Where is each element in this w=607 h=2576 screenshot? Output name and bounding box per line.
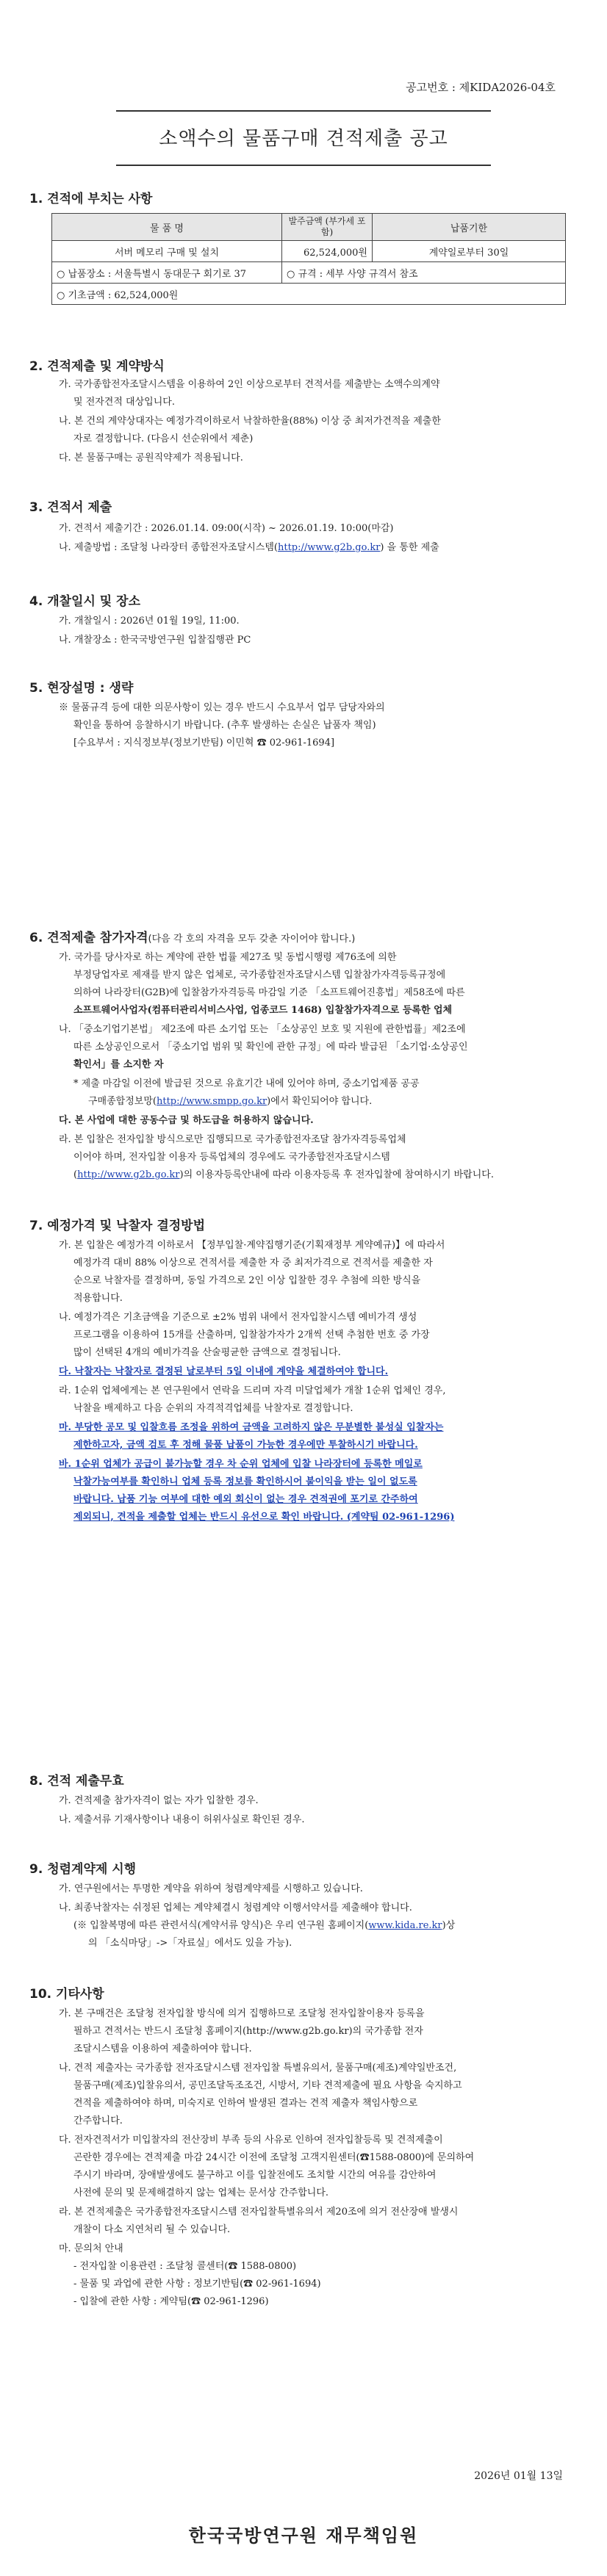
sec7-c-text: 다. 낙찰자는 낙찰자로 결정된 날로부터 5일 이내에 계약을 체결하여야 합니다. (59, 1366, 389, 1377)
notice-date: 2026년 01월 13일 (474, 2470, 563, 2482)
sec7-a4: 적용합니다. (73, 1293, 123, 1304)
section-2-heading: 2. 견적제출 및 계약방식 (29, 359, 165, 374)
sec7-a3: 순으로 낙찰자를 결정하며, 동일 가격으로 2인 이상 입찰한 경우 추첨에 의한 방식을 (73, 1275, 421, 1286)
sec6-a3: 의하여 나라장터(G2B)에 입찰참가자격등록 마감일 기준 「소프트웨어진흥법」제58조에 따른 (73, 987, 465, 998)
section-3-heading: 3. 견적서 제출 (29, 500, 112, 515)
spec-note: ○ 규격 : 세부 사양 규격서 참조 (282, 262, 566, 284)
sec10-b3: 견적을 제출하여야 하며, 미숙지로 인하여 발생된 결과는 견적 제출자 책임사항으로 (73, 2098, 418, 2109)
sec10-b2: 물품구매(제조)입찰유의서, 공민조달독조조건, 시방서, 기타 견적제출에 필요 사항을 숙지하고 (73, 2080, 462, 2091)
sec7-b: 나. 예정가격은 기초금액을 기준으로 ±2% 범위 내에서 전자입찰시스템 예비가격 생성 (59, 1312, 417, 1323)
sec6-b5-pre: 구매종합정보망( (88, 1096, 157, 1107)
sec7-f-text: 바. 1순위 업체가 공급이 불가능할 경우 차 순위 업체에 입찰 나라장터에 등록한 메일로 (59, 1459, 423, 1470)
kida-link[interactable]: www.kida.re.kr (368, 1920, 442, 1931)
sec8-a: 가. 견적제출 참가자격이 없는 자가 입찰한 경우. (59, 1795, 259, 1806)
row-item: 서버 메모리 구매 및 설치 (52, 241, 282, 262)
sec6-d2: 이어야 하며, 전자입찰 이용자 등록업체의 경우에도 국가종합전자조달시스템 (73, 1152, 390, 1163)
sec7-e2 (73, 1437, 581, 1454)
col-deadline-header: 납품기한 (373, 214, 566, 241)
sec10-b: 나. 견적 제출자는 국가종합 전자조달시스템 전자입찰 특별유의서, 물품구매(제조)계약일반조건, (59, 2063, 457, 2074)
sec6-b: 나. 「중소기업기본법」 제2조에 따른 소기업 또는 「소상공인 보호 및 지원에 관한법률」제2조에 (59, 1024, 466, 1035)
row-budget: 62,524,000원 (282, 241, 373, 262)
sec6-a4: 소프트웨어사업자(컴퓨터관리서비스사업, 업종코드 1468) 입찰참가자격으로 등록한 업체 (73, 1005, 453, 1016)
sec9-b: 나. 최종낙찰자는 쉬정된 업체는 계약체결시 청렴계약 이행서약서를 제출해야 합니다. (59, 1902, 412, 1913)
sec2-b: 나. 본 건의 계약상대자는 예정가격이하로서 낙찰하한율(88%) 이상 중 최저가견적을 제출한 (59, 416, 441, 427)
sec6-b5-post: )에서 확인되어야 합니다. (267, 1096, 373, 1107)
sec10-a2: 필하고 견적서는 반드시 조달청 홈페이지(http://www.g2b.go.kr)의 국가종합 전자 (73, 2026, 423, 2037)
col-budget-header: 발주금액 (부가세 포함) (282, 214, 373, 241)
issuing-organization: 한국국방연구원 재무책임원 (188, 2525, 419, 2546)
sec7-f2-text: 낙찰가능여부를 확인하니 업체 등록 정보를 확인하시어 불이익을 받는 일이 없도록 (73, 1476, 417, 1487)
sec9-b2-post: )상 (442, 1920, 456, 1931)
item-table (51, 213, 566, 305)
sec9-b2-pre: (※ 입찰복명에 따른 관련서식(계약서류 양식)은 우리 연구원 홈페이지( (73, 1920, 369, 1931)
sec7-a: 가. 본 입찰은 예정가격 이하로서 【정부입찰·계약집행기준(기획재정부 계약예규)】에 따라서 (59, 1240, 445, 1251)
sec4-a: 가. 개찰일시 : 2026년 01월 19일, 11:00. (59, 616, 240, 627)
sec6-b2: 따른 소상공인으로서 「중소기업 범위 및 확인에 관한 규정」에 따라 발급된 「소기업·소상공인 (73, 1042, 468, 1053)
sec10-c2: 곤란한 경우에는 견적제출 마감 24시간 이전에 조달청 고객지원센터(☎1588-0800)에 문의하여 (73, 2152, 475, 2163)
sec7-d2: 낙찰을 배제하고 다음 순위의 자격적격업체를 낙찰자로 결정합니다. (73, 1403, 353, 1414)
sec2-a2: 및 전자견적 대상입니다. (73, 397, 175, 408)
sec7-a2: 예정가격 대비 88% 이상으로 견적서를 제출한 자 중 최저가격으로 견적서를 제출한 자 (73, 1258, 433, 1269)
sec3-b-post: ) 을 통한 제출 (380, 542, 439, 553)
section-6-heading (29, 927, 355, 945)
sec5-a3: [수요부서 : 지식정보부(정보기반팀) 이민혁 ☎ 02-961-1694] (73, 737, 335, 748)
g2b-link-2[interactable]: http://www.g2b.go.kr (77, 1169, 180, 1180)
sec10-b4: 간주합니다. (73, 2115, 123, 2126)
sec4-b: 나. 개찰장소 : 한국국방연구원 입찰집행관 PC (59, 635, 251, 646)
sec10-e3: - 입찰에 관한 사항 : 계약팀(☎ 02-961-1296) (73, 2296, 269, 2307)
sec6-c: 다. 본 사업에 대한 공동수급 및 하도급을 허용하지 않습니다. (59, 1115, 314, 1126)
sec2-b2: 자로 결정합니다. (다음시 선순위에서 제춘) (73, 433, 254, 444)
sec10-a: 가. 본 구매건은 조달청 전자입찰 방식에 의거 집행하므로 조달청 전자입찰이용자 등록을 (59, 2008, 425, 2019)
sec6-a2: 부정당업자로 제재를 받지 않은 업체로, 국가종합전자조달시스템 입찰참가자격등록규정에 (73, 970, 446, 981)
sec10-e2: - 물품 및 과업에 관한 사항 : 정보기반팀(☎ 02-961-1694) (73, 2279, 321, 2290)
sec3-a: 가. 견적서 제출기간 : 2026.01.14. 09:00(시작) ~ 2026.01.19. 10:00(마감) (59, 523, 394, 534)
sec7-e-text: 마. 부당한 공모 및 입찰흐름 조정을 위하여 금액을 고려하지 않은 무분별한 불성실 입찰자는 (59, 1422, 444, 1433)
sec6-d3 (73, 1166, 581, 1184)
sec2-a: 가. 국가종합전자조달시스템을 이용하여 2인 이상으로부터 견적서를 제출받는 소액수의계약 (59, 379, 440, 390)
sec8-b: 나. 제출서류 기재사항이나 내용이 허위사실로 확인된 경우. (59, 1814, 305, 1825)
sec6-d: 라. 본 입찰은 전자입찰 방식으로만 집행되므로 국가종합전자조달 참가자격등록업체 (59, 1134, 406, 1145)
sec7-d: 라. 1순위 업체에게는 본 연구원에서 연락을 드리며 자격 미달업체가 개찰 1순위 업체인 경우, (59, 1385, 446, 1396)
section-5-heading: 5. 현장설명 : 생략 (29, 681, 134, 696)
sec7-f3 (73, 1491, 581, 1509)
sec10-e1: - 전자입찰 이용관련 : 조달청 콜센터(☎ 1588-0800) (73, 2261, 297, 2272)
sec6-d3-post: )의 이용자등록안내에 따라 이용자등록 후 전자입찰에 참여하시기 바랍니다. (179, 1169, 494, 1180)
notice-number: 공고번호 : 제KIDA2026-04호 (406, 81, 556, 94)
sec9-b2 (73, 1917, 581, 1935)
delivery-place: ○ 납품장소 : 서울특별시 동대문구 회기로 37 (52, 262, 282, 284)
sec7-f2 (73, 1473, 581, 1491)
section-10-heading: 10. 기타사항 (29, 1987, 104, 2002)
sec6-b5 (88, 1093, 595, 1111)
sec2-c: 다. 본 물품구매는 공원직약제가 적용됩니다. (59, 452, 243, 463)
section-7-heading: 7. 예정가격 및 낙찰자 결정방법 (29, 1219, 206, 1233)
sec7-f4-text: 제외되니, 견적을 제출할 업체는 반드시 유선으로 확인 바랍니다. (계약팀 02-961-1296) (73, 1512, 455, 1523)
sec9-b3: 의 「소식마당」->「자료실」에서도 있을 가능). (88, 1938, 292, 1949)
sec7-f3-text: 바랍니다. 납품 기능 여부에 대한 예외 회신이 없는 경우 견적권에 포기로 간주하여 (73, 1494, 418, 1505)
sec6-heading-note: (다음 각 호의 자격을 모두 갖춘 자이어야 합니다.) (148, 934, 356, 945)
sec10-a3: 조달시스템을 이용하여 제출하여야 합니다. (73, 2043, 252, 2054)
sec7-f (59, 1456, 566, 1473)
sec3-b (59, 539, 566, 557)
sec5-a: ※ 물품규격 등에 대한 의문사항이 있는 경우 반드시 수요부서 업무 담당자와의 (59, 702, 385, 713)
section-8-heading: 8. 견적 제출무효 (29, 1774, 124, 1789)
g2b-link[interactable]: http://www.g2b.go.kr (277, 542, 381, 553)
section-4-heading: 4. 개찰일시 및 장소 (29, 594, 140, 609)
sec6-heading-text: 6. 견적제출 참가자격 (29, 931, 148, 945)
sec7-c (59, 1363, 566, 1381)
sec6-b4: * 제출 마감일 이전에 발급된 것으로 유효기간 내에 있어야 하며, 중소기업제품 공공 (73, 1078, 420, 1089)
sec10-c3: 주시기 바라며, 장애발생에도 불구하고 이를 입찰전에도 조치할 시간의 여유를 감안하여 (73, 2170, 437, 2181)
section-1-heading: 1. 견적에 부치는 사항 (29, 192, 153, 206)
row-deadline: 계약일로부터 30일 (373, 241, 566, 262)
sec6-d3-pre: ( (73, 1169, 78, 1180)
sec3-b-pre: 나. 제출방법 : 조달청 나라장터 종합전자조달시스템( (59, 542, 278, 553)
sec10-d2: 개찰이 다소 지연처리 될 수 있습니다. (73, 2224, 231, 2235)
sec6-b3: 확인서」를 소지한 자 (73, 1059, 164, 1070)
sec10-e: 마. 문의처 안내 (59, 2243, 123, 2254)
base-price: ○ 기초금액 : 62,524,000원 (52, 284, 566, 305)
sec7-b3: 많이 선택된 4개의 예비가격을 산술평균한 금액으로 결정됩니다. (73, 1347, 341, 1358)
sec7-f4 (73, 1509, 581, 1526)
sec7-e2-text: 제한하고자, 금액 검토 후 정해 물품 납품이 가능한 경우에만 투찰하시기 바랍니다. (73, 1440, 418, 1451)
sec10-c4: 사전에 문의 및 문제해결하지 않는 업체는 문서상 간주합니다. (73, 2187, 329, 2198)
sec6-a: 가. 국가를 당사자로 하는 계약에 관한 법률 제27조 및 동법시행령 제76조에 의한 (59, 952, 397, 963)
page-title: 소액수의 물품구매 견적제출 공고 (159, 128, 448, 150)
col-item-header: 물 품 명 (52, 214, 282, 241)
sec9-a: 가. 연구원에서는 투명한 계약을 위하여 청렴계약제를 시행하고 있습니다. (59, 1883, 363, 1894)
sec10-c: 다. 전자견적서가 미입찰자의 전산장비 부족 등의 사유로 인하여 전자입찰등록 및 견적제출이 (59, 2135, 443, 2146)
sec10-d: 라. 본 견적제출은 국가종합전자조달시스템 전자입찰특별유의서 제20조에 의거 전산장애 발생시 (59, 2207, 459, 2218)
sec5-a2: 확인을 통하여 응찰하시기 바랍니다. (추후 발생하는 손실은 납품자 책임) (73, 720, 376, 731)
sec7-e (59, 1419, 566, 1437)
sec7-b2: 프로그램을 이용하여 15개를 산출하며, 입찰참가자가 2개씩 선택 추첨한 번호 중 가장 (73, 1330, 430, 1341)
smpp-link[interactable]: http://www.smpp.go.kr (156, 1096, 267, 1107)
section-9-heading: 9. 청렴계약제 시행 (29, 1862, 137, 1877)
